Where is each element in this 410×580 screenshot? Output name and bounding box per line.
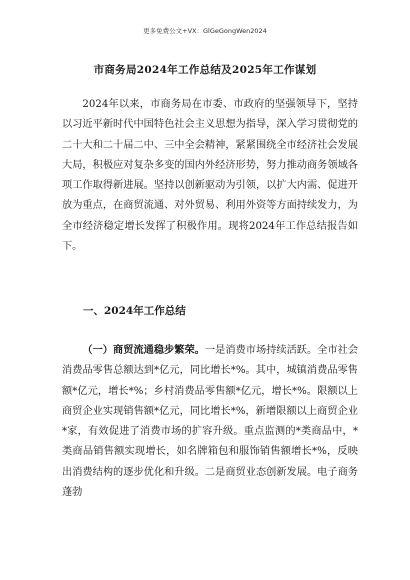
header-note: 更多免费公文+VX：GlGeGongWen2024	[143, 27, 267, 35]
section-heading: 一、2024年工作总结	[83, 305, 186, 317]
body-text: 一是消费市场持续活跃。全市社会消费品零售总额达到*亿元，同比增长*%。其中，城镇消费品零售额*亿元，增长*%；乡村消费品零售额*亿元，增长*%。限额以上商贸企业实现销售额*亿元，同比增长*%，新增限额以上商贸企业*家，有效促进了消费市场的扩容升级。重点监测的*类商品中，*类商品销售额实现增长，如名牌箱包和服饰销售额增长*%，反映出消费结构的逐步优化和升级。二是商贸业态创新发展。电子商务蓬勃	[62, 345, 359, 499]
document-title: 市商务局2024年工作总结及2025年工作谋划	[93, 64, 317, 76]
body-paragraph	[62, 340, 358, 503]
intro-paragraph: 2024年以来，市商务局在市委、市政府的坚强领导下，坚持以习近平新时代中国特色社会主义思想为指导，深入学习贯彻党的二十大和二十届二中、三中全会精神，紧紧围绕全市经济社会发展大局，积极应对复杂多变的国内外经济形势，努力推动商务领域各项工作取得新进展。坚持以创新驱动为引领，以扩大内需、促进开放为重点，在商贸流通、对外贸易、利用外资等方面持续发力，为全市经济稳定增长发挥了积极作用。现将2024年工作总结报告如下。	[62, 99, 358, 253]
sub-heading: （一）商贸流通稳步繁荣。	[82, 344, 205, 356]
